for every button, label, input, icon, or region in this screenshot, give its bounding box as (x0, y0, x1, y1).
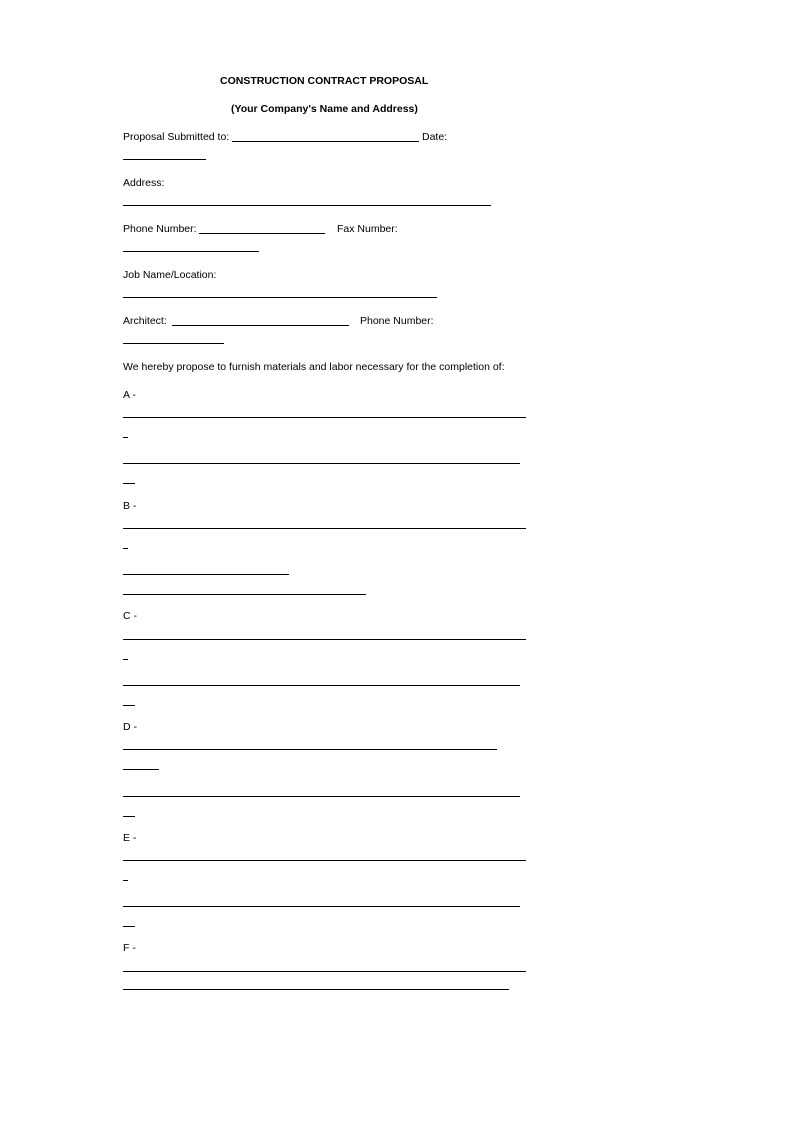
address-line[interactable] (123, 205, 491, 206)
item-f-label: F - (123, 942, 136, 954)
item-a-line-3[interactable] (123, 463, 520, 464)
phone-number-label: Phone Number: (123, 223, 197, 235)
architect-label: Architect: (123, 315, 167, 327)
architect-phone-number-line[interactable] (123, 343, 224, 344)
proposal-submitted-to-line[interactable] (232, 141, 419, 142)
document-title: CONSTRUCTION CONTRACT PROPOSAL (220, 75, 429, 87)
item-c-line-1[interactable] (123, 639, 526, 640)
item-c-line-4[interactable] (123, 705, 135, 706)
proposal-statement: We hereby propose to furnish materials and labor necessary for the completion of: (123, 361, 505, 373)
architect-line[interactable] (172, 325, 349, 326)
document-subtitle: (Your Company's Name and Address) (231, 103, 418, 115)
item-b-line-1[interactable] (123, 528, 526, 529)
item-c-line-2[interactable] (123, 659, 128, 660)
item-a-line-4[interactable] (123, 483, 135, 484)
item-b-line-4[interactable] (123, 594, 366, 595)
item-d-label: D - (123, 721, 137, 733)
item-f-line-2[interactable] (123, 989, 509, 990)
item-b-label: B - (123, 500, 137, 512)
item-e-line-1[interactable] (123, 860, 526, 861)
fax-number-label: Fax Number: (337, 223, 398, 235)
job-name-location-line[interactable] (123, 297, 437, 298)
architect-phone-number-label: Phone Number: (360, 315, 434, 327)
item-a-label: A - (123, 389, 136, 401)
item-e-line-4[interactable] (123, 926, 135, 927)
item-e-line-3[interactable] (123, 906, 520, 907)
item-b-line-2[interactable] (123, 548, 128, 549)
item-a-line-2[interactable] (123, 437, 128, 438)
item-e-line-2[interactable] (123, 880, 128, 881)
item-d-line-2[interactable] (123, 769, 159, 770)
date-label: Date: (422, 131, 448, 143)
job-name-location-label: Job Name/Location: (123, 269, 217, 281)
item-d-line-4[interactable] (123, 816, 135, 817)
fax-number-line[interactable] (123, 251, 259, 252)
address-label: Address: (123, 177, 165, 189)
item-f-line-1[interactable] (123, 971, 526, 972)
item-d-line-3[interactable] (123, 796, 520, 797)
item-c-line-3[interactable] (123, 685, 520, 686)
phone-number-line[interactable] (199, 233, 325, 234)
proposal-submitted-to-label: Proposal Submitted to: (123, 131, 230, 143)
item-c-label: C - (123, 610, 137, 622)
item-b-line-3[interactable] (123, 574, 289, 575)
item-a-line-1[interactable] (123, 417, 526, 418)
item-e-label: E - (123, 832, 137, 844)
date-line[interactable] (123, 159, 206, 160)
item-d-line-1[interactable] (123, 749, 497, 750)
